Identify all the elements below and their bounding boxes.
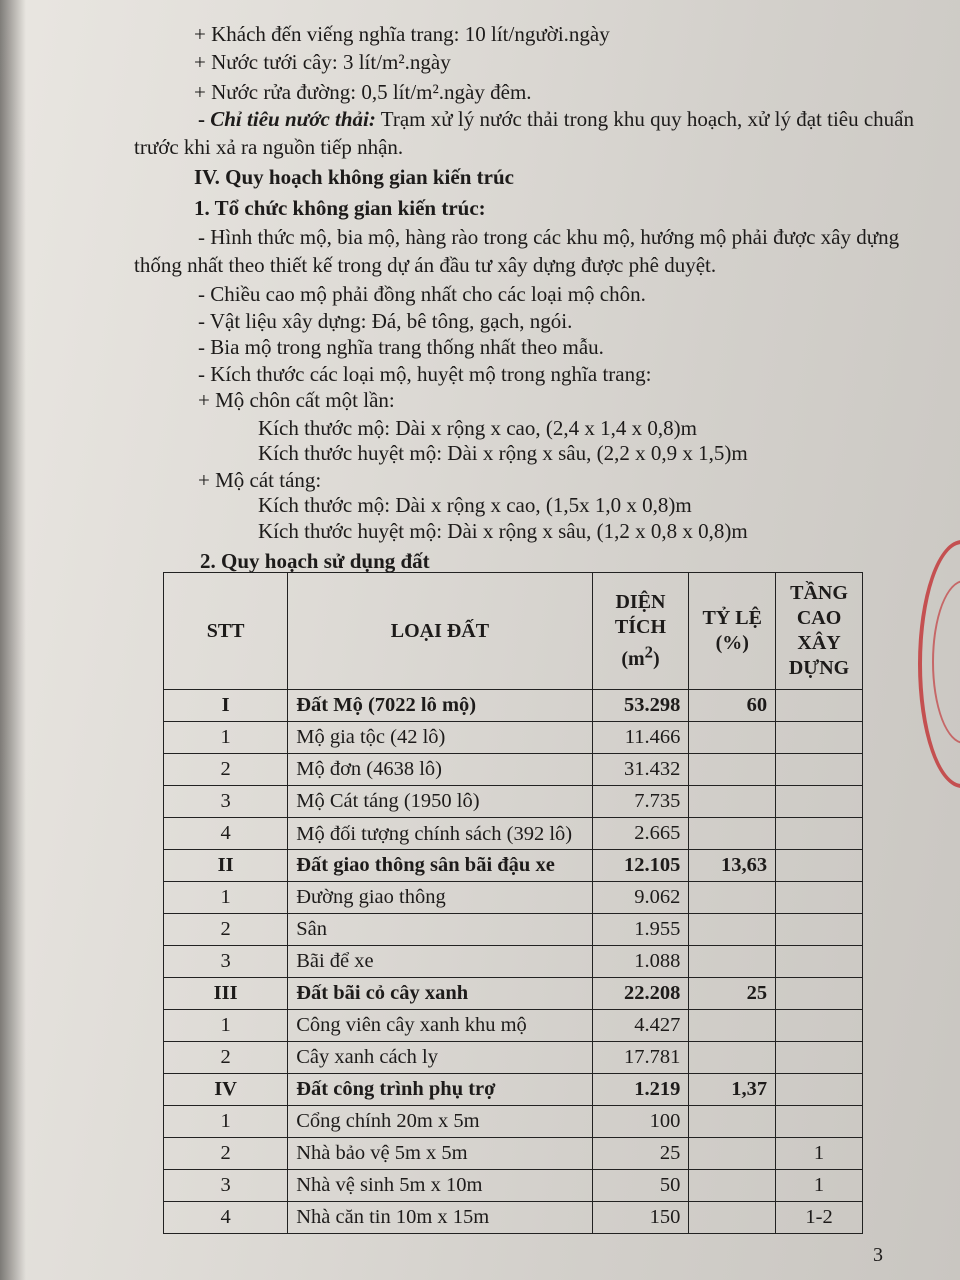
table-row (164, 1074, 863, 1106)
cell-type: Đất bãi cỏ cây xanh (288, 978, 592, 1010)
cell-type: Nhà bảo vệ 5m x 5m (288, 1138, 592, 1170)
cell-type: Cổng chính 20m x 5m (288, 1106, 592, 1138)
cell-floors (776, 1106, 863, 1138)
table-row (164, 914, 863, 946)
cell-floors (776, 946, 863, 978)
cell-floors (776, 1042, 863, 1074)
header-area-unit: $(m^2)$ (621, 642, 660, 671)
cell-type: Mộ đơn (4638 lô) (288, 754, 592, 786)
cell-area: 7.735 (592, 786, 689, 818)
cell-floors (776, 786, 863, 818)
text-line: trước khi xả ra nguồn tiếp nhận. (134, 135, 404, 159)
table-row (164, 1170, 863, 1202)
table-header-row (164, 573, 863, 690)
header-stt: STT (164, 573, 288, 690)
cell-type: Mộ đối tượng chính sách (392 lô) (288, 818, 592, 850)
cell-stt: 2 (164, 1138, 288, 1170)
cell-floors (776, 754, 863, 786)
text-line-water-waste (198, 106, 914, 132)
cell-ratio (689, 818, 776, 850)
cell-type: Nhà căn tin 10m x 15m (288, 1202, 592, 1234)
cell-floors: 1 (776, 1170, 863, 1202)
cell-type: Sân (288, 914, 592, 946)
cell-type: Mộ Cát táng (1950 lô) (288, 786, 592, 818)
cell-type: Đường giao thông (288, 882, 592, 914)
page-edge-shadow (0, 0, 26, 1280)
header-ratio (689, 573, 776, 690)
cell-stt: III (164, 978, 288, 1010)
cell-stt: 1 (164, 1010, 288, 1042)
cell-stt: 3 (164, 786, 288, 818)
table-row (164, 1010, 863, 1042)
table-row (164, 690, 863, 722)
table-row (164, 786, 863, 818)
text-line: - Bia mộ trong nghĩa trang thống nhất theo mẫu. (198, 335, 604, 359)
cell-floors: 1-2 (776, 1202, 863, 1234)
text-line: + Mộ cát táng: (198, 468, 322, 492)
cell-type: Cây xanh cách ly (288, 1042, 592, 1074)
text-line: - Vật liệu xây dựng: Đá, bê tông, gạch, ngói. (198, 309, 573, 333)
table-row (164, 1042, 863, 1074)
cell-stt: 1 (164, 1106, 288, 1138)
cell-ratio (689, 786, 776, 818)
text-line: thống nhất theo thiết kế trong dự án đầu tư xây dựng được phê duyệt. (134, 253, 717, 277)
cell-stt: 2 (164, 754, 288, 786)
cell-type: Bãi để xe (288, 946, 592, 978)
cell-floors (776, 1074, 863, 1106)
cell-ratio (689, 1010, 776, 1042)
header-ratio-line1: TỶ LỆ (702, 607, 762, 629)
table-row (164, 1106, 863, 1138)
text-line: - Chiều cao mộ phải đồng nhất cho các loại mộ chôn. (198, 282, 646, 306)
subsection-heading: 1. Tổ chức không gian kiến trúc: (194, 196, 486, 220)
cell-type: Nhà vệ sinh 5m x 10m (288, 1170, 592, 1202)
text-line: + Mộ chôn cất một lần: (198, 388, 395, 412)
table-row (164, 978, 863, 1010)
cell-stt: 4 (164, 818, 288, 850)
header-area-line2: TÍCH (614, 615, 667, 638)
header-area-line1: DIỆN (615, 590, 666, 613)
cell-stt: IV (164, 1074, 288, 1106)
cell-area: 25 (592, 1138, 689, 1170)
cell-floors: 1 (776, 1138, 863, 1170)
cell-type: Đất Mộ (7022 lô mộ) (288, 690, 592, 722)
subsection-heading: 2. Quy hoạch sử dụng đất (200, 549, 430, 573)
cell-area: 150 (592, 1202, 689, 1234)
text-line: Kích thước huyệt mộ: Dài x rộng x sâu, (1,2 x 0,8 x 0,8)m (258, 519, 748, 543)
header-land-type: LOẠI ĐẤT (288, 573, 592, 690)
header-floors (776, 573, 863, 690)
text-line: Kích thước mộ: Dài x rộng x cao, (2,4 x 1,4 x 0,8)m (258, 416, 697, 440)
header-floors-line1: TẦNG (790, 582, 848, 604)
cell-area: 11.466 (592, 722, 689, 754)
cell-ratio (689, 1042, 776, 1074)
cell-ratio (689, 946, 776, 978)
cell-area: 17.781 (592, 1042, 689, 1074)
cell-type: Công viên cây xanh khu mộ (288, 1010, 592, 1042)
cell-stt: 4 (164, 1202, 288, 1234)
table-row (164, 1202, 863, 1234)
text-line: Kích thước huyệt mộ: Dài x rộng x sâu, (2,2 x 0,9 x 1,5)m (258, 441, 748, 465)
cell-ratio (689, 1170, 776, 1202)
table-row (164, 722, 863, 754)
cell-type: Đất giao thông sân bãi đậu xe (288, 850, 592, 882)
cell-ratio: 25 (689, 978, 776, 1010)
cell-stt: 1 (164, 882, 288, 914)
text-line: - Hình thức mộ, bia mộ, hàng rào trong các khu mộ, hướng mộ phải được xây dựng (198, 225, 900, 249)
cell-area: 1.955 (592, 914, 689, 946)
cell-area: 9.062 (592, 882, 689, 914)
cell-floors (776, 818, 863, 850)
dash: - (198, 107, 211, 131)
header-ratio-line2: (%) (715, 632, 749, 654)
cell-stt: II (164, 850, 288, 882)
cell-area: 2.665 (592, 818, 689, 850)
cell-ratio: 13,63 (689, 850, 776, 882)
table-row (164, 754, 863, 786)
table-row (164, 946, 863, 978)
cell-ratio (689, 882, 776, 914)
text-line: + Nước tưới cây: 3 lít/m².ngày (194, 50, 451, 74)
cell-ratio (689, 722, 776, 754)
cell-floors (776, 882, 863, 914)
cell-floors (776, 722, 863, 754)
cell-area: 12.105 (592, 850, 689, 882)
cell-stt: 3 (164, 946, 288, 978)
cell-stt: 1 (164, 722, 288, 754)
section-heading: IV. Quy hoạch không gian kiến trúc (194, 165, 514, 189)
cell-area: 53.298 (592, 690, 689, 722)
cell-stt: 2 (164, 914, 288, 946)
header-floors-line3: XÂY (797, 632, 841, 654)
text-line: - Kích thước các loại mộ, huyệt mộ trong nghĩa trang: (198, 362, 652, 386)
cell-area: 100 (592, 1106, 689, 1138)
cell-floors (776, 850, 863, 882)
table-row (164, 818, 863, 850)
land-use-table (163, 572, 863, 1234)
table-row (164, 882, 863, 914)
table-row (164, 850, 863, 882)
table-row (164, 1138, 863, 1170)
cell-area: 50 (592, 1170, 689, 1202)
cell-ratio (689, 1138, 776, 1170)
cell-area: 4.427 (592, 1010, 689, 1042)
cell-floors (776, 978, 863, 1010)
cell-ratio (689, 914, 776, 946)
cell-type: Đất công trình phụ trợ (288, 1074, 592, 1106)
cell-floors (776, 1010, 863, 1042)
cell-ratio (689, 1106, 776, 1138)
cell-type: Mộ gia tộc (42 lô) (288, 722, 592, 754)
text-line: Kích thước mộ: Dài x rộng x cao, (1,5x 1,0 x 0,8)m (258, 493, 692, 517)
cell-floors (776, 914, 863, 946)
header-floors-line2: CAO (796, 607, 842, 629)
cell-stt: 3 (164, 1170, 288, 1202)
cell-stt: I (164, 690, 288, 722)
cell-area: 1.088 (592, 946, 689, 978)
cell-ratio: 1,37 (689, 1074, 776, 1106)
text-line: + Khách đến viếng nghĩa trang: 10 lít/người.ngày (194, 22, 610, 46)
page-number: 3 (873, 1244, 883, 1266)
cell-floors (776, 690, 863, 722)
cell-area: 31.432 (592, 754, 689, 786)
cell-area: 1.219 (592, 1074, 689, 1106)
header-area (592, 573, 689, 690)
cell-stt: 2 (164, 1042, 288, 1074)
label-italic: Chỉ tiêu nước thải: (210, 107, 376, 131)
text-line: + Nước rửa đường: 0,5 lít/m².ngày đêm. (194, 80, 532, 104)
header-floors-line4: DỰNG (788, 657, 850, 679)
cell-ratio (689, 1202, 776, 1234)
cell-ratio (689, 754, 776, 786)
cell-ratio: 60 (689, 690, 776, 722)
cell-area: 22.208 (592, 978, 689, 1010)
text-span: Trạm xử lý nước thải trong khu quy hoạch, xử lý đạt tiêu chuẩn (375, 107, 914, 131)
